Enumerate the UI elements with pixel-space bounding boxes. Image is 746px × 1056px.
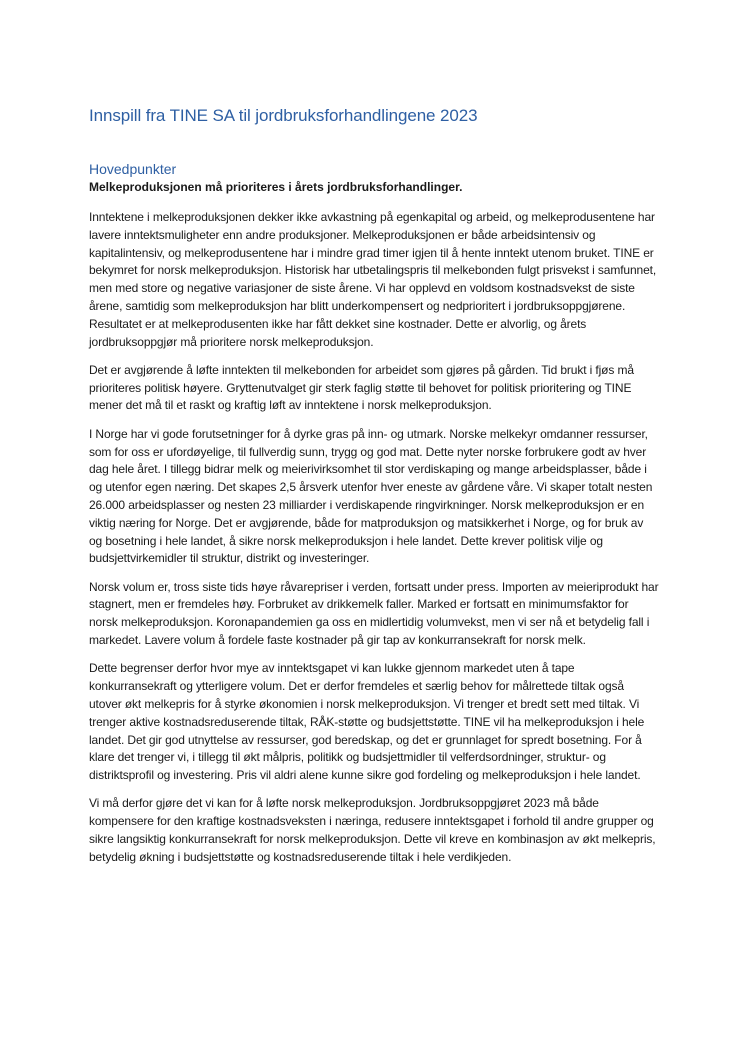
paragraph: Det er avgjørende å løfte inntekten til melkebonden for arbeidet som gjøres på gården. Tid brukt i fjøs må prioriteres politisk høyere. Gryttenutvalget gir sterk faglig støtte til behovet for politisk prioritering og TINE mener det må til et raskt og kraftig løft av inntektene i norsk melkeproduksjon.	[89, 362, 634, 413]
lead-statement: Melkeproduksjonen må prioriteres i årets jordbruksforhandlinger.	[89, 180, 463, 194]
paragraph: Vi må derfor gjøre det vi kan for å løfte norsk melkeproduksjon. Jordbruksoppgjøret 2023 må både kompensere for den kraftige kostnadsveksten i næringa, redusere inntektsgapet i forhold til andre grupper og sikre langsiktig konkurransekraft for norsk melkeproduksjon. Dette vil kreve en kombinasjon av økt melkepris, betydelig økning i budsjettstøtte og kostnadsreduserende tiltak i hele verdikjeden.	[89, 796, 656, 864]
document-body	[89, 209, 659, 877]
section-heading: Hovedpunkter	[89, 161, 177, 177]
paragraph: I Norge har vi gode forutsetninger for å dyrke gras på inn- og utmark. Norske melkekyr omdanner ressurser, som for oss er ufordøyelige, til fullverdig sunn, trygg og god mat. Dette nyter norske forbrukere godt av hver dag hele året. I tillegg bidrar melk og meierivirksomhet til stor verdiskaping og mange arbeidsplasser, både i og utenfor egen næring. Det skapes 2,5 årsverk utenfor hver eneste av gårdene våre. Vi skaper totalt nesten 26.000 arbeidsplasser og nesten 23 milliarder i verdiskapende ringvirkninger. Norsk melkeproduksjon er en viktig næring for Norge. Det er avgjørende, både for matproduksjon og matsikkerhet i Norge, og for bruk av og bosetning i hele landet, å sikre norsk melkeproduksjon i hele landet. Dette krever politisk vilje og budsjettvirkemidler til struktur, distrikt og investeringer.	[89, 426, 653, 566]
document-title: Innspill fra TINE SA til jordbruksforhandlingene 2023	[89, 106, 478, 125]
paragraph: Inntektene i melkeproduksjonen dekker ikke avkastning på egenkapital og arbeid, og melkeprodusentene har lavere inntektsmuligheter enn andre produksjoner. Melkeproduksjonen er både arbeidsintensiv og kapitalintensiv, og melkeprodusentene har i mindre grad timer igjen til å hente inntekt utenom bruket. TINE er bekymret for norsk melkeproduksjon. Historisk har utbetalingspris til melkebonden fulgt prisvekst i samfunnet, men med store og negative variasjoner de siste årene. Vi har opplevd en voldsom kostnadsvekst de siste årene, samtidig som melkeproduksjon har blitt underkompensert og nedprioritert i jordbruksoppgjørene. Resultatet er at melkeprodusenten ikke har fått dekket sine kostnader. Dette er alvorlig, og årets jordbruksoppgjør må prioritere norsk melkeproduksjon.	[89, 210, 657, 349]
paragraph: Dette begrenser derfor hvor mye av inntektsgapet vi kan lukke gjennom markedet uten å tape konkurransekraft og ytterligere volum. Det er derfor fremdeles et særlig behov for målrettede tiltak også utover økt melkepris for å styrke økonomien i norsk melkeproduksjon. Vi trenger et bredt sett med tiltak. Vi trenger aktive kostnadsreduserende tiltak, RÅK-støtte og budsjettstøtte. TINE vil ha melkeproduksjon i hele landet. Det gir god utnyttelse av ressurser, god beredskap, og det er grunnlaget for spredt bosetning. For å klare det trenger vi, i tillegg til økt målpris, politikk og budsjettmidler til velferdsordninger, struktur- og distriktsprofil og investering. Pris vil aldri alene kunne sikre god fordeling og melkeproduksjon i hele landet.	[89, 661, 645, 783]
paragraph: Norsk volum er, tross siste tids høye råvarepriser i verden, fortsatt under press. Importen av meieriprodukt har stagnert, men er fremdeles høy. Forbruket av drikkemelk faller. Marked er fortsatt en minimumsfaktor for norsk melkeproduksjon. Koronapandemien ga oss en midlertidig volumvekst, men vi ser nå et betydelig fall i markedet. Lavere volum å fordele faste kostnader på gir tap av konkurransekraft for norsk melk.	[89, 579, 659, 648]
